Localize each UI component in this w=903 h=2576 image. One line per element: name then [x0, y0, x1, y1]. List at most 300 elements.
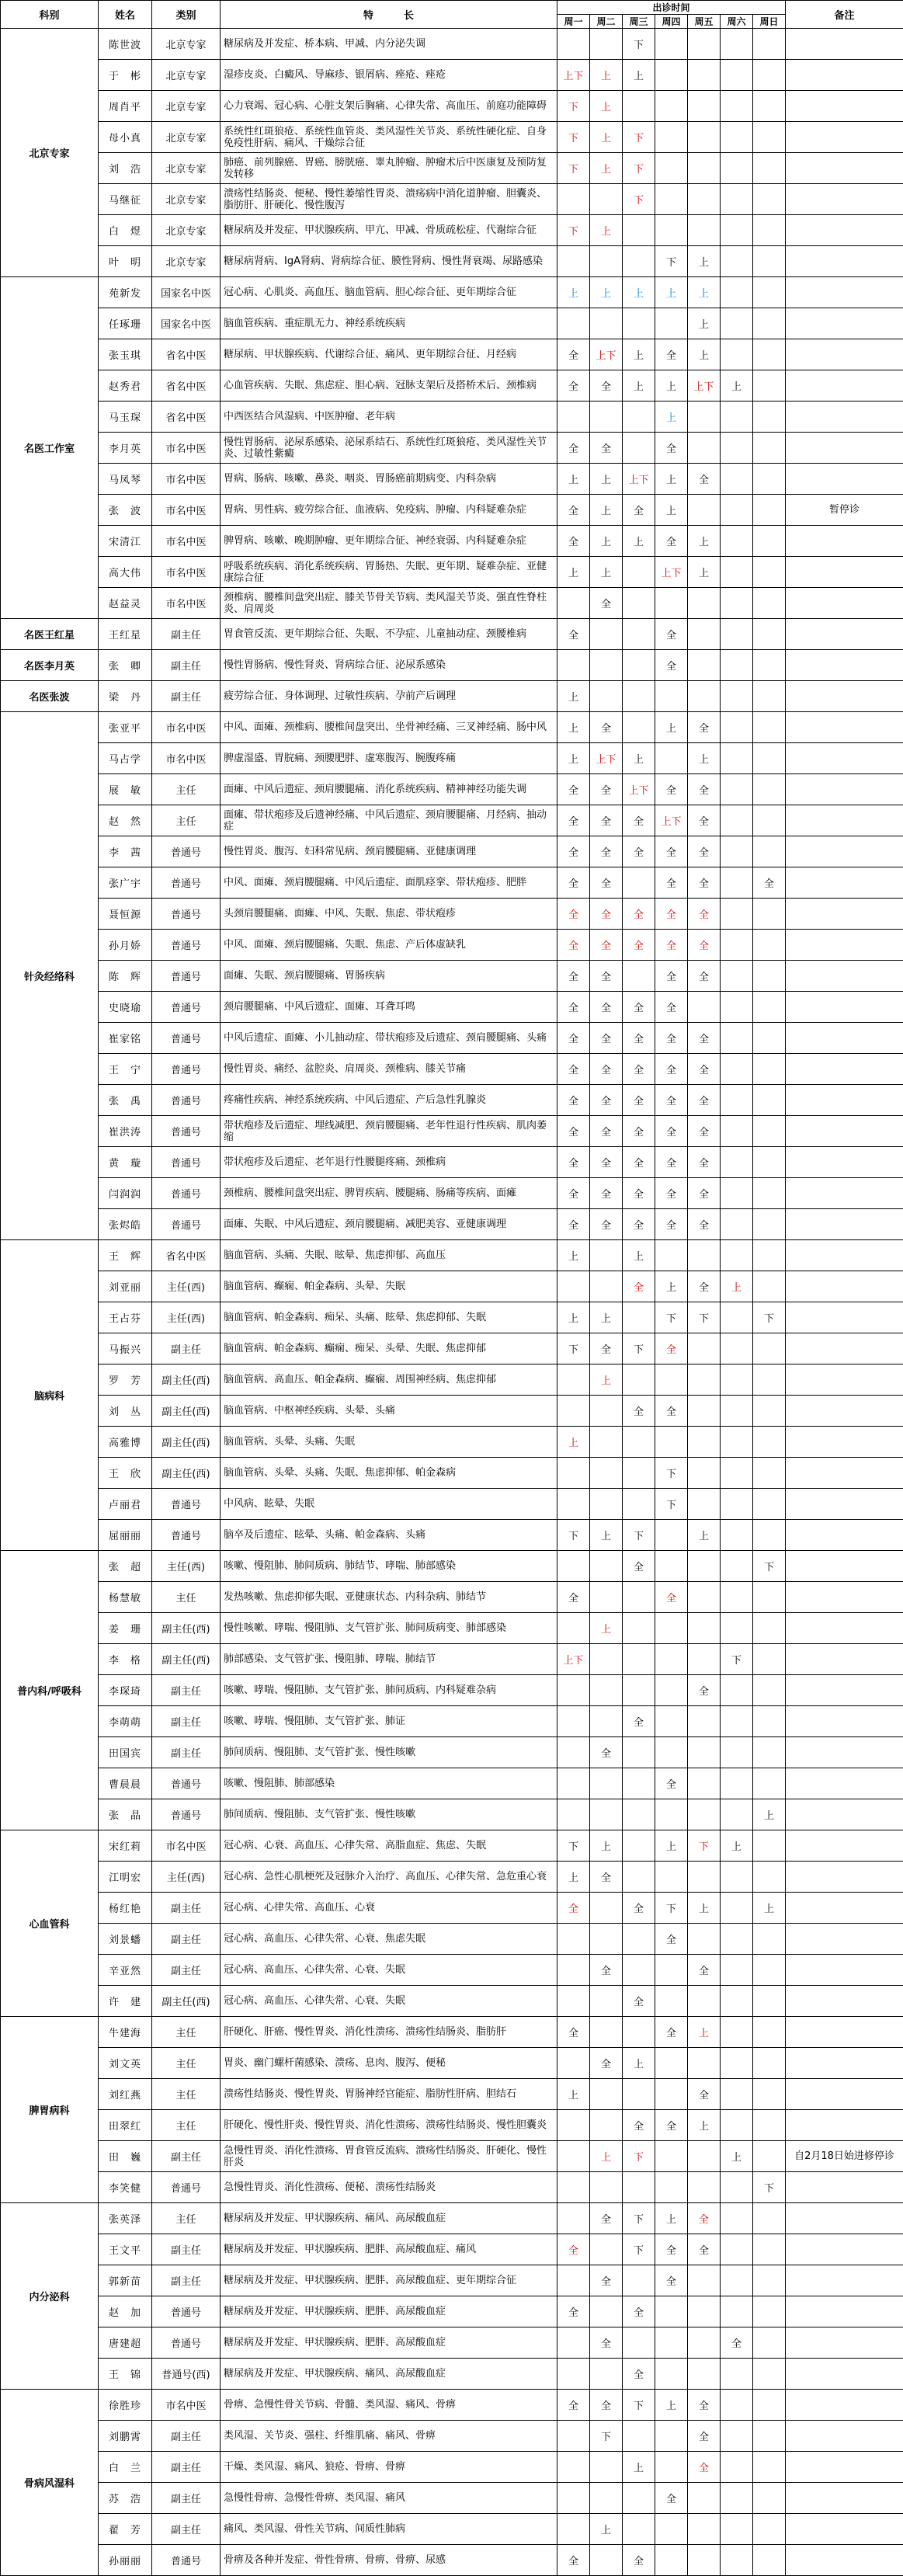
doctor-specialty: 脑血管病、帕金森病、痴呆、头痛、眩晕、焦虑抑郁、失眠	[221, 1302, 557, 1333]
clinic-slot: 上下	[557, 60, 590, 91]
clinic-slot	[721, 2483, 753, 2514]
dept-cell: 针灸经络科	[1, 712, 99, 1240]
clinic-slot: 全	[753, 867, 786, 899]
doctor-specialty: 胃炎、幽门螺杆菌感染、溃疡、息肉、腹泻、便秘	[221, 2048, 557, 2079]
note-cell	[786, 2017, 903, 2048]
note-cell	[786, 1675, 903, 1706]
clinic-slot	[655, 1644, 688, 1675]
clinic-slot: 全	[655, 2017, 688, 2048]
note-cell	[786, 2421, 903, 2452]
clinic-slot: 全	[655, 836, 688, 867]
clinic-slot	[688, 1613, 721, 1644]
doctor-specialty: 肺部感染、支气管扩张、慢阻肺、哮喘、肺结节	[221, 1644, 557, 1675]
clinic-slot: 全	[590, 2390, 623, 2421]
clinic-slot	[753, 2141, 786, 2172]
clinic-slot	[721, 867, 753, 899]
clinic-slot: 上	[721, 370, 753, 402]
clinic-slot	[688, 992, 721, 1023]
note-cell	[786, 1768, 903, 1799]
dept-cell: 名医李月英	[1, 650, 99, 681]
clinic-slot: 全	[557, 930, 590, 961]
clinic-slot: 全	[557, 526, 590, 557]
clinic-slot	[688, 1924, 721, 1955]
table-row	[1, 2483, 903, 2514]
clinic-slot	[557, 1364, 590, 1396]
clinic-slot: 上	[655, 402, 688, 433]
note-cell	[786, 2048, 903, 2079]
clinic-slot	[753, 1240, 786, 1271]
clinic-slot: 全	[655, 1085, 688, 1116]
clinic-slot	[753, 526, 786, 557]
doctor-title: 普通号	[152, 2172, 221, 2203]
clinic-slot	[623, 619, 655, 650]
clinic-slot: 全	[688, 867, 721, 899]
doctor-title: 市名中医	[152, 526, 221, 557]
clinic-slot: 全	[590, 1085, 623, 1116]
clinic-slot: 全	[590, 2327, 623, 2359]
doctor-name: 白 煜	[99, 215, 152, 246]
doctor-title: 主任	[152, 2203, 221, 2234]
doctor-name: 高雅博	[99, 1427, 152, 1458]
clinic-slot	[688, 619, 721, 650]
table-row	[1, 712, 903, 743]
clinic-slot	[721, 1924, 753, 1955]
table-row	[1, 588, 903, 619]
note-cell	[786, 743, 903, 774]
clinic-slot	[721, 433, 753, 464]
doctor-specialty: 肝硬化、肝癌、慢性胃炎、消化性溃疡、溃疡性结肠炎、脂肪肝	[221, 2017, 557, 2048]
table-row	[1, 2141, 903, 2172]
clinic-slot	[721, 2421, 753, 2452]
doctor-name: 黄 璇	[99, 1147, 152, 1178]
clinic-slot	[721, 899, 753, 930]
table-row	[1, 1240, 903, 1271]
clinic-slot	[688, 650, 721, 681]
clinic-slot	[655, 2048, 688, 2079]
doctor-specialty: 慢性胃肠病、泌尿系感染、泌尿系结石、系统性红斑狼疮、类风湿性关节炎、过敏性紫癜	[221, 433, 557, 464]
doctor-specialty: 中风、面瘫、颈肩腰腿痛、失眠、焦虑、产后体虚缺乳	[221, 930, 557, 961]
clinic-slot	[753, 246, 786, 277]
clinic-slot: 上下	[623, 774, 655, 805]
clinic-slot	[623, 588, 655, 619]
clinic-slot: 全	[623, 992, 655, 1023]
clinic-slot	[753, 1364, 786, 1396]
clinic-slot	[688, 588, 721, 619]
doctor-specialty: 溃疡性结肠炎、便秘、慢性萎缩性胃炎、溃疡病中消化道肿瘤、胆囊炎、脂肪肝、肝硬化、慢性腹泻	[221, 184, 557, 215]
doctor-title: 北京专家	[152, 215, 221, 246]
clinic-slot	[753, 2327, 786, 2359]
clinic-slot	[590, 246, 623, 277]
clinic-slot	[623, 1675, 655, 1706]
clinic-slot	[753, 29, 786, 60]
note-cell	[786, 2203, 903, 2234]
doctor-title: 副主任	[152, 1924, 221, 1955]
note-cell	[786, 1364, 903, 1396]
clinic-slot: 上	[557, 743, 590, 774]
doctor-name: 张玉琪	[99, 339, 152, 370]
clinic-slot	[623, 1489, 655, 1520]
clinic-slot	[688, 1644, 721, 1675]
clinic-slot: 上	[721, 2141, 753, 2172]
doctor-name: 马振兴	[99, 1333, 152, 1364]
clinic-slot	[753, 1706, 786, 1737]
clinic-slot	[688, 1986, 721, 2017]
table-row	[1, 215, 903, 246]
clinic-slot: 全	[655, 1582, 688, 1613]
clinic-slot: 下	[721, 1644, 753, 1675]
doctor-specialty: 咳嗽、哮喘、慢阻肺、支气管扩张、肺证	[221, 1706, 557, 1737]
clinic-slot	[753, 2203, 786, 2234]
clinic-slot: 全	[557, 899, 590, 930]
clinic-slot: 上	[655, 370, 688, 402]
clinic-slot	[557, 2110, 590, 2141]
clinic-slot	[688, 681, 721, 712]
doctor-name: 闫润润	[99, 1178, 152, 1209]
clinic-slot: 上下	[655, 557, 688, 588]
doctor-name: 罗 芳	[99, 1364, 152, 1396]
clinic-slot: 全	[557, 961, 590, 992]
clinic-slot	[721, 588, 753, 619]
doctor-title: 副主任	[152, 2452, 221, 2483]
doctor-name: 宋清江	[99, 526, 152, 557]
clinic-slot	[721, 2545, 753, 2576]
note-cell	[786, 836, 903, 867]
table-row	[1, 1178, 903, 1209]
clinic-slot	[721, 1551, 753, 1582]
doctor-title: 普通号	[152, 899, 221, 930]
doctor-specialty: 糖尿病及并发症、甲状腺疾病、肥胖、高尿酸血症、痛风	[221, 2234, 557, 2265]
clinic-slot: 下	[557, 1830, 590, 1862]
clinic-slot	[721, 402, 753, 433]
clinic-slot	[688, 1396, 721, 1427]
clinic-slot: 上	[688, 743, 721, 774]
clinic-slot	[721, 1147, 753, 1178]
clinic-slot	[721, 2017, 753, 2048]
clinic-slot: 全	[688, 1675, 721, 1706]
doctor-title: 副主任(西)	[152, 1644, 221, 1675]
clinic-slot	[721, 1582, 753, 1613]
clinic-slot: 全	[655, 867, 688, 899]
doctor-name: 赵秀君	[99, 370, 152, 402]
clinic-slot	[623, 1799, 655, 1830]
note-cell	[786, 1955, 903, 1986]
clinic-slot	[623, 2421, 655, 2452]
doctor-name: 田国宾	[99, 1737, 152, 1768]
doctor-specialty: 脑血管病、帕金森病、癫痫、痴呆、头晕、失眠、焦虑抑郁	[221, 1333, 557, 1364]
clinic-slot	[655, 91, 688, 122]
clinic-slot	[590, 2452, 623, 2483]
table-row	[1, 2203, 903, 2234]
clinic-slot	[753, 2421, 786, 2452]
clinic-slot	[655, 1427, 688, 1458]
clinic-slot	[688, 2483, 721, 2514]
table-row	[1, 2452, 903, 2483]
clinic-slot	[623, 712, 655, 743]
clinic-slot	[655, 1675, 688, 1706]
doctor-title: 普通号	[152, 930, 221, 961]
doctor-name: 王红星	[99, 619, 152, 650]
doctor-name: 聂恒源	[99, 899, 152, 930]
clinic-slot: 下	[655, 1458, 688, 1489]
clinic-slot: 上	[623, 743, 655, 774]
table-row	[1, 1799, 903, 1830]
clinic-slot	[688, 1582, 721, 1613]
doctor-name: 张烬皓	[99, 1209, 152, 1240]
doctor-name: 李笑健	[99, 2172, 152, 2203]
clinic-slot	[557, 1551, 590, 1582]
clinic-slot: 上	[623, 2452, 655, 2483]
doctor-specialty: 糖尿病及并发症、甲状腺疾病、肥胖、高尿酸血症、更年期综合征	[221, 2265, 557, 2296]
doctor-title: 普通号	[152, 1147, 221, 1178]
clinic-slot: 全	[590, 2203, 623, 2234]
clinic-slot: 全	[655, 2483, 688, 2514]
doctor-title: 北京专家	[152, 246, 221, 277]
dept-cell: 名医工作室	[1, 277, 99, 619]
clinic-slot	[753, 339, 786, 370]
doctor-title: 国家名中医	[152, 308, 221, 339]
doctor-title: 普通号	[152, 1520, 221, 1551]
doctor-specialty: 脾胃病、咳嗽、晚期肿瘤、更年期综合征、神经衰弱、内科疑难杂症	[221, 526, 557, 557]
clinic-slot	[688, 153, 721, 184]
clinic-slot: 全	[655, 961, 688, 992]
clinic-slot	[557, 29, 590, 60]
clinic-slot: 全	[688, 1147, 721, 1178]
doctor-title: 主任	[152, 2110, 221, 2141]
clinic-slot	[557, 2483, 590, 2514]
doctor-specialty: 冠心病、高血压、心律失常、心衰、焦虑失眠	[221, 1924, 557, 1955]
table-row	[1, 992, 903, 1023]
clinic-slot	[590, 650, 623, 681]
clinic-slot	[623, 961, 655, 992]
clinic-slot: 下	[655, 246, 688, 277]
clinic-slot: 上	[688, 1893, 721, 1924]
clinic-slot	[590, 1427, 623, 1458]
clinic-slot: 上	[688, 2110, 721, 2141]
doctor-specialty: 慢性胃炎、腹泻、妇科常见病、颈肩腰腿痛、亚健康调理	[221, 836, 557, 867]
clinic-slot	[688, 1333, 721, 1364]
clinic-slot	[557, 2421, 590, 2452]
table-row	[1, 1116, 903, 1147]
clinic-slot	[721, 2203, 753, 2234]
doctor-title: 副主任	[152, 1955, 221, 1986]
doctor-name: 张 超	[99, 1551, 152, 1582]
doctor-specialty: 糖尿病肾病、IgA肾病、肾病综合征、膜性肾病、慢性肾衰竭、尿路感染	[221, 246, 557, 277]
note-cell: 自2月18日始进修停诊	[786, 2141, 903, 2172]
clinic-slot: 全	[590, 1147, 623, 1178]
clinic-slot	[623, 2172, 655, 2203]
header-day: 周四	[655, 15, 688, 29]
note-cell	[786, 2172, 903, 2203]
clinic-slot	[721, 2234, 753, 2265]
clinic-slot	[721, 992, 753, 1023]
clinic-slot	[590, 1396, 623, 1427]
dept-cell: 脑病科	[1, 1240, 99, 1551]
clinic-slot	[655, 308, 688, 339]
doctor-title: 普通号	[152, 2327, 221, 2359]
clinic-slot: 全	[623, 1023, 655, 1054]
clinic-slot: 全	[623, 899, 655, 930]
doctor-title: 普通号	[152, 1209, 221, 1240]
clinic-slot	[557, 1489, 590, 1520]
header-day: 周三	[623, 15, 655, 29]
clinic-slot: 全	[655, 930, 688, 961]
note-cell	[786, 1489, 903, 1520]
clinic-slot	[623, 557, 655, 588]
clinic-slot	[623, 2483, 655, 2514]
clinic-slot: 全	[590, 1178, 623, 1209]
clinic-slot	[590, 184, 623, 215]
clinic-slot	[688, 2296, 721, 2327]
doctor-name: 王 欣	[99, 1458, 152, 1489]
clinic-slot	[557, 308, 590, 339]
doctor-specialty: 急慢性骨痹、急慢性骨痹、类风湿、痛风	[221, 2483, 557, 2514]
clinic-slot	[655, 2514, 688, 2545]
doctor-name: 白 兰	[99, 2452, 152, 2483]
clinic-slot: 上下	[688, 370, 721, 402]
clinic-slot	[753, 1582, 786, 1613]
clinic-slot: 全	[590, 961, 623, 992]
doctor-title: 普通号	[152, 1116, 221, 1147]
clinic-slot	[721, 215, 753, 246]
doctor-title: 市名中医	[152, 433, 221, 464]
clinic-slot: 全	[623, 1706, 655, 1737]
clinic-slot	[688, 1551, 721, 1582]
dept-cell: 名医张波	[1, 681, 99, 712]
doctor-name: 高大伟	[99, 557, 152, 588]
clinic-slot: 全	[688, 961, 721, 992]
doctor-specialty: 糖尿病及并发症、桥本病、甲减、内分泌失调	[221, 29, 557, 60]
doctor-specialty: 带状疱疹及后遗症、老年退行性腰腿疼痛、颈椎病	[221, 1147, 557, 1178]
table-row	[1, 2234, 903, 2265]
clinic-slot: 全	[623, 1551, 655, 1582]
clinic-slot	[688, 122, 721, 153]
clinic-slot	[557, 2172, 590, 2203]
clinic-slot: 全	[590, 1023, 623, 1054]
doctor-title: 主任	[152, 2048, 221, 2079]
table-row	[1, 1209, 903, 1240]
clinic-slot	[721, 464, 753, 495]
clinic-slot	[655, 2172, 688, 2203]
clinic-slot	[655, 2327, 688, 2359]
doctor-name: 展 敏	[99, 774, 152, 805]
clinic-slot: 全	[557, 2545, 590, 2576]
clinic-slot	[753, 433, 786, 464]
clinic-slot: 全	[688, 1955, 721, 1986]
note-cell	[786, 2265, 903, 2296]
clinic-slot: 全	[688, 2203, 721, 2234]
clinic-slot	[721, 1054, 753, 1085]
doctor-name: 任琢珊	[99, 308, 152, 339]
clinic-slot: 全	[688, 1085, 721, 1116]
clinic-slot: 全	[590, 588, 623, 619]
doctor-title: 普通号	[152, 2545, 221, 2576]
clinic-slot	[753, 961, 786, 992]
clinic-slot: 全	[688, 899, 721, 930]
clinic-slot	[688, 2141, 721, 2172]
doctor-title: 市名中医	[152, 557, 221, 588]
clinic-slot	[590, 1240, 623, 1271]
header-specialty: 特 长	[221, 1, 557, 29]
clinic-slot	[688, 2359, 721, 2390]
clinic-slot	[688, 1427, 721, 1458]
note-cell	[786, 557, 903, 588]
note-cell	[786, 1240, 903, 1271]
clinic-slot	[655, 2452, 688, 2483]
clinic-slot: 全	[557, 433, 590, 464]
clinic-slot: 上	[590, 526, 623, 557]
note-cell	[786, 1302, 903, 1333]
doctor-name: 赵 然	[99, 805, 152, 836]
clinic-slot	[721, 2452, 753, 2483]
dept-cell: 骨病风湿科	[1, 2390, 99, 2576]
clinic-slot	[721, 339, 753, 370]
clinic-slot: 全	[623, 2110, 655, 2141]
clinic-slot	[590, 29, 623, 60]
clinic-slot: 全	[655, 650, 688, 681]
note-cell	[786, 712, 903, 743]
clinic-slot	[721, 1986, 753, 2017]
clinic-slot	[721, 60, 753, 91]
clinic-slot: 全	[557, 1893, 590, 1924]
clinic-slot: 全	[623, 1396, 655, 1427]
doctor-name: 江明宏	[99, 1862, 152, 1893]
clinic-slot	[753, 1023, 786, 1054]
doctor-name: 陈世波	[99, 29, 152, 60]
clinic-slot: 全	[557, 836, 590, 867]
clinic-slot: 下	[753, 1302, 786, 1333]
doctor-title: 北京专家	[152, 91, 221, 122]
clinic-slot	[721, 2265, 753, 2296]
doctor-title: 副主任(西)	[152, 1613, 221, 1644]
doctor-name: 马继征	[99, 184, 152, 215]
doctor-name: 张广宇	[99, 867, 152, 899]
clinic-slot: 上	[721, 1830, 753, 1862]
clinic-slot	[590, 1986, 623, 2017]
doctor-title: 普通号	[152, 1054, 221, 1085]
clinic-slot	[590, 2296, 623, 2327]
doctor-title: 普通号	[152, 1023, 221, 1054]
table-row	[1, 1675, 903, 1706]
clinic-slot: 全	[557, 1054, 590, 1085]
doctor-specialty: 糖尿病及并发症、甲状腺疾病、肥胖、高尿酸血症	[221, 2296, 557, 2327]
clinic-slot: 上	[688, 246, 721, 277]
clinic-slot	[753, 2359, 786, 2390]
clinic-slot	[753, 1271, 786, 1302]
clinic-slot	[655, 60, 688, 91]
clinic-slot	[753, 1333, 786, 1364]
clinic-slot: 全	[623, 805, 655, 836]
clinic-slot: 全	[557, 1147, 590, 1178]
clinic-slot: 全	[655, 1116, 688, 1147]
clinic-slot: 上	[590, 122, 623, 153]
table-row	[1, 2545, 903, 2576]
table-row	[1, 805, 903, 836]
doctor-name: 姜 珊	[99, 1613, 152, 1644]
doctor-specialty: 肺间质病、慢阻肺、支气管扩张、慢性咳嗽	[221, 1799, 557, 1830]
clinic-slot	[753, 2234, 786, 2265]
doctor-title: 副主任	[152, 2265, 221, 2296]
table-row	[1, 2390, 903, 2421]
note-cell	[786, 1551, 903, 1582]
doctor-specialty: 糖尿病及并发症、甲状腺疾病、痛风、高尿酸血症	[221, 2203, 557, 2234]
doctor-name: 张 卿	[99, 650, 152, 681]
clinic-slot	[753, 619, 786, 650]
clinic-slot	[688, 495, 721, 526]
clinic-slot	[753, 1955, 786, 1986]
clinic-slot: 下	[557, 1520, 590, 1551]
table-row	[1, 1396, 903, 1427]
clinic-slot	[753, 1830, 786, 1862]
